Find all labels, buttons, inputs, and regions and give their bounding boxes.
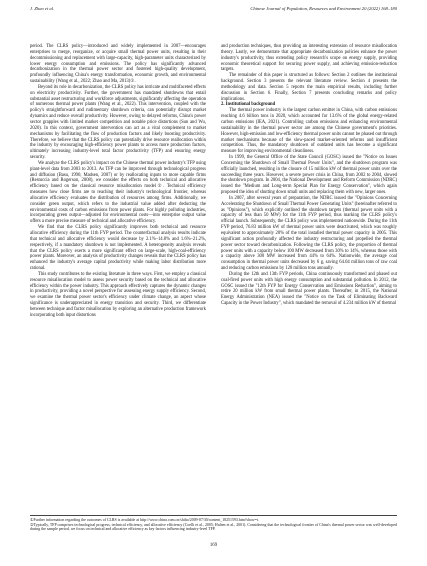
- paragraph: The remainder of this paper is structured as follows: Section 2 outlines the institutional background. Section 3 presents the relevant literature review. Section 4 presents the methodology and data. Section 5 reports the main empirical results, including further discussion in Section 6. Finally, Section 7 presents concluding remarks and policy implications.: [221, 73, 397, 102]
- paragraph: In 2007, after several years of preparation, the NDRC issued the "Opinions Concerning Accelerating the Shutdown of Small Thermal Power Generating Units" (hereinafter referred to as "Opinions"), which explicitly outlined the shutdown targets (thermal power units with a capacity of less than 50 MW) for the 11th FYP period, thus marking the CLRS policy's official launch. Subsequently, the CLRS policy was implemented nationwide. During the 11th FYP period, 76.83 million kW of thermal power units were deactivated, which was roughly equivalent to approximately 20% of the total installed thermal power capacity in 2005. This significant action profoundly affected the industry restructuring and propelled the thermal power sector toward decarbonization. Following the CLRS policy, the proportion of thermal power units with a capacity below 100 MW decreased from 30% to 14%, whereas those with a capacity above 300 MW increased from 44% to 64%. Nationwide, the average coal consumption in thermal power units decreased by 6 g, saving 64.04 million tons of raw coal and reducing carbon emissions by 128 million tons annually.: [221, 195, 397, 272]
- header-journal: Chinese Journal of Population, Resources and Environment 20 (2022) 168–180: [250, 6, 397, 11]
- left-column: [30, 44, 206, 319]
- paragraph: Beyond its role in decarbonization, the CLRS policy has intricate and multifaceted effects on electricity productivity. Further, the government has mandated shutdowns that entail substantial asset restructuring and workforce adjustments, significantly affecting the operation of numerous thermal power plants (Wang et al., 2022). This intervention, coupled with the policy's straightforward and rudimentary shutdown criteria, can potentially disrupt market dynamics and reduce overall productivity. However, owing to delayed reforms, China's power sector grapples with limited market competition and notable price distortions (Sun and Wu, 2020). In this context, government intervention can act as a vital complement to market mechanisms by facilitating the flow of production factors and likely boosting productivity. Therefore, we believe that the CLRS policy can potentially drive resource reallocation within the industry by encouraging high-efficiency power plants to access more production factors, ultimately increasing industry-level total factor productivity (TFP) and ensuring energy security.: [30, 84, 206, 161]
- paragraph: This study contributes to the existing literature in three ways. First, we employ a classical resource misallocation model to assess power security based on the technical and allocative efficiency within the power industry. This approach effectively captures the dynamic changes in productivity, providing a novel perspective for assessing energy supply efficiency. Second, we examine the thermal power sector's efficiency under climate change, an aspect whose significance is underappreciated in energy transition and security. Third, we differentiate between technique and factor misallocation by exploring an alternative production framework incorporating both input distortions: [30, 271, 206, 318]
- paragraph: In 1999, the General Office of the State Council (GOSC) issued the "Notice on Issues Concerning the Shutdown of Small Thermal Power Units", and the shutdown program was officially launched, resulting in the closure of 15 million kW of thermal power units over the succeeding three years. However, a severe power crisis in China, from 2002 to 2004, slowed the shutdown program. In 2004, the National Development and Reform Commission (NDRC) issued the "Medium and Long-term Special Plan for Energy Conservation", which again proposed the idea of shutting down small units and replacing them with new, larger ones.: [221, 155, 397, 196]
- section-title: 2. Institutional background: [221, 102, 276, 108]
- paragraph: and production techniques, thus providing an interesting extension of resource misallocation theory. Lastly, we demonstrate that appropriate decarbonization policies enhance the power industry's productivity, thus extending policy research's scope on energy supply, providing economic theoretical support for securing power supply, and achieving emission-reduction targets.: [221, 44, 397, 73]
- paragraph: During the 12th and 13th FYP periods, China continuously transformed and phased out coal-fired power units with high energy consumption and substantial pollution. In 2012, the GOSC issued the "12th FYP for Energy Conservation and Emissions Reduction", aiming to retire 20 million kW from small thermal power plants. Thereafter, in 2015, the National Energy Administration (NEA) issued the "Notice on the Task of Eliminating Backward Capacity in the Power Industry", which mandated the removal of 4.234 million kW of thermal: [221, 271, 397, 307]
- header-authors: J. Zhao et al.: [30, 6, 55, 11]
- right-column: [221, 44, 397, 307]
- paragraph: We find that the CLRS policy significantly improves both technical and resource allocative efficiency during the 11th FYP period. The counterfactual analysis results indicate that technical and allocative efficiency would decrease by 2.1%–14.8% and 1.6%–21.2%, respectively, if a mandatory shutdown is not implemented. A heterogeneity analysis reveals that the CLRS policy exerts a more significant effect on large-scale, high-coal-efficiency power plants. Moreover, an analysis of productivity changes reveals that the CLRS policy has enhanced the industry's average capital productivity while making labor distribution more rational.: [30, 225, 206, 272]
- page-number: 169: [209, 543, 218, 548]
- footnote: ②Typically, TFP comprises technological progress, technical efficiency, and allocative efficiency (Coelli et al., 2005; Hulten et al., 2001). Considering that the technological frontier of China's thermal power sector was well-developed during the sample period, we focus on technical and allocative efficiency as key factors influencing industry-level TFP.: [30, 522, 397, 532]
- paragraph: The thermal power industry is the largest carbon emitter in China, with carbon emissions reaching 4.6 billion tons in 2020, which accounted for 13.6% of the global energy-related carbon emissions (IEA, 2021). Controlling carbon emissions and enhancing environmental sustainability in the thermal power sector are among the Chinese government's priorities. However, high-emission and low-efficiency thermal power units cannot be phased out through market mechanisms because of the slow-paced market-oriented reforms and insufficient competition. Thus, the mandatory shutdown of outdated units has become a significant measure for improving environmental cleanliness.: [221, 108, 397, 155]
- paragraph: We analyze the CLRS policy's impact on the Chinese thermal power industry's TFP using plant-level data from 2003 to 2013. As TFP can be improved through technological progress and diffusion (Basu, 1996; Madsen, 2007) or by reallocating inputs to more capable firms (Restuccia and Rogerson, 2008), we consider the effects on both technical and allocative efficiency based on the classical resource misallocation model②. Technical efficiency measures how close firms are to reaching their industry's technological frontier, whereas allocative efficiency evaluates the distribution of resources among firms. Additionally, we consider green output, which refers to the industrial value added after deducting the environmental costs of carbon emissions from power plants. For highly polluting industries, incorporating green output—adjusted for environmental costs—into enterprise output value offers a more precise measure of technical and allocative efficiency.: [30, 160, 206, 225]
- paragraph: period. The CLRS policy—introduced and widely implemented in 2007—encourages enterprises to merge, reorganize, or acquire small thermal power units, resulting in their decommissioning and replacement with large-capacity, high-parameter units characterized by lower energy consumption and emissions. The policy has significantly advanced decarbonization in the thermal power sector and fostered high-quality development, profoundly influencing China's energy transformation, economic growth, and environmental sustainability (Wang et al., 2022; Zhao and Ma, 2013)①.: [30, 44, 206, 85]
- running-header: [30, 6, 397, 16]
- footnotes: [30, 515, 397, 532]
- footnote: ①Further information regarding the outcomes of CLRS is available at http://www.china.com.cn/shiho/2009-07/30/content_18251593.htm?show=t.: [30, 518, 259, 522]
